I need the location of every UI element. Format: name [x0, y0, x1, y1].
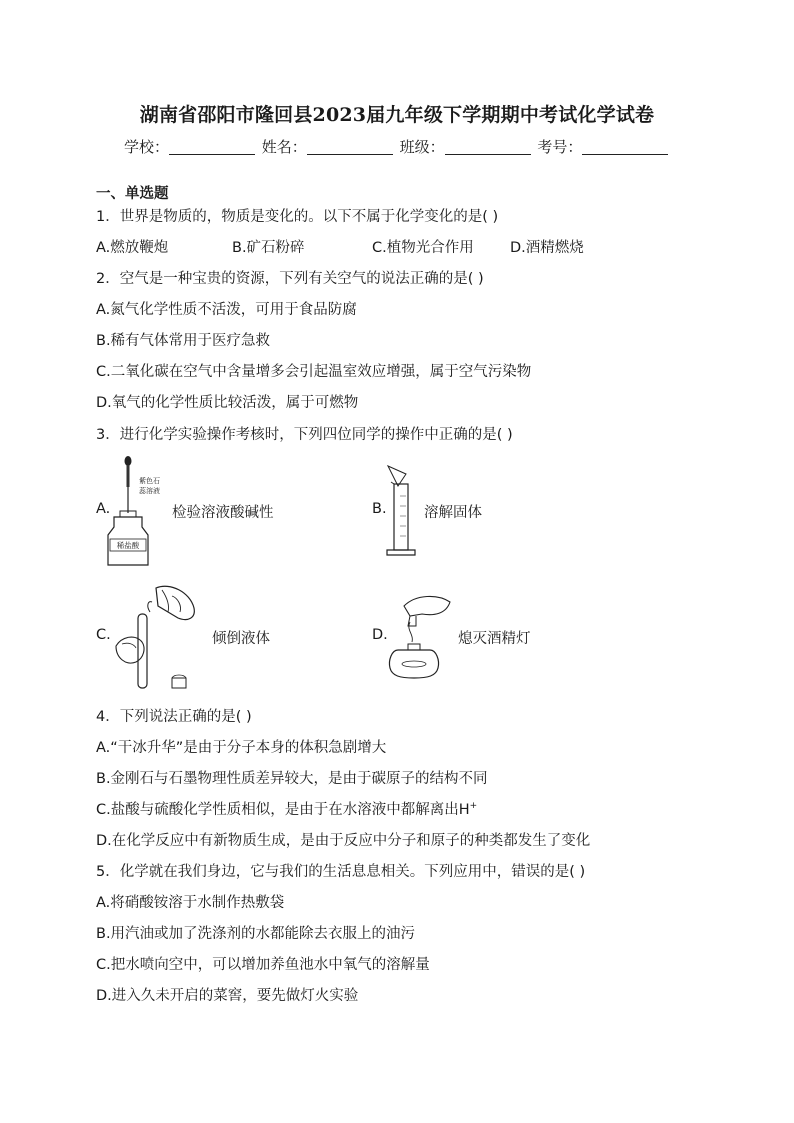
- q2-option-c[interactable]: C.二氧化碳在空气中含量增多会引起温室效应增强，属于空气污染物: [96, 364, 532, 380]
- exam-number-label: 考号：: [537, 138, 583, 156]
- q5-option-b[interactable]: B.用汽油或加了洗涤剂的水都能除去衣服上的油污: [96, 926, 416, 942]
- measuring-cylinder-figure: [384, 462, 418, 558]
- q3-option-c-text: 倾倒液体: [212, 631, 270, 647]
- dropper-label-line2: 蕊溶液: [139, 487, 160, 495]
- dropper-in-bottle-figure: [106, 455, 166, 573]
- q3-option-d-letter[interactable]: D.: [372, 627, 388, 643]
- question-2-stem: 2．空气是一种宝贵的资源，下列有关空气的说法正确的是( ): [96, 271, 484, 287]
- class-label: 班级：: [399, 138, 445, 156]
- q2-option-d[interactable]: D.氧气的化学性质比较活泼，属于可燃物: [96, 395, 359, 411]
- q4-option-b[interactable]: B.金刚石与石墨物理性质差异较大，是由于碳原子的结构不同: [96, 771, 488, 787]
- q3-option-d-text: 熄灭酒精灯: [458, 631, 531, 647]
- question-5-stem: 5．化学就在我们身边，它与我们的生活息息相关。下列应用中，错误的是( ): [96, 864, 586, 880]
- q4-option-a[interactable]: A.“干冰升华”是由于分子本身的体积急剧增大: [96, 740, 387, 756]
- question-4-stem: 4．下列说法正确的是( ): [96, 709, 252, 725]
- question-3-stem: 3．进行化学实验操作考核时，下列四位同学的操作中正确的是( ): [96, 427, 513, 443]
- q2-option-b[interactable]: B.稀有气体常用于医疗急救: [96, 333, 271, 349]
- student-info-row: [124, 136, 670, 157]
- q5-option-a[interactable]: A.将硝酸铵溶于水制作热敷袋: [96, 895, 285, 911]
- q4-option-c: C.盐酸与硫酸化学性质相似，是由于在水溶液中都解离出H: [96, 802, 470, 818]
- q3-option-c-letter[interactable]: C.: [96, 627, 111, 643]
- q1-option-b[interactable]: B.矿石粉碎: [232, 240, 305, 256]
- exam-number-blank[interactable]: [582, 138, 668, 155]
- exam-title: 湖南省邵阳市隆回县2023届九年级下学期期中考试化学试卷: [139, 104, 655, 126]
- q5-option-d[interactable]: D.进入久未开启的菜窖，要先做灯火实验: [96, 988, 359, 1004]
- q3-option-b-letter[interactable]: B.: [372, 501, 387, 517]
- bottle-label: 稀盐酸: [116, 541, 140, 550]
- q1-option-d[interactable]: D.酒精燃烧: [510, 240, 584, 256]
- pouring-liquid-figure: [108, 578, 208, 696]
- q3-option-a-text: 检验溶液酸碱性: [172, 505, 274, 521]
- school-blank[interactable]: [169, 138, 255, 155]
- q4-option-c-row[interactable]: [96, 798, 477, 819]
- q4-option-d[interactable]: D.在化学反应中有新物质生成，是由于反应中分子和原子的种类都发生了变化: [96, 833, 591, 849]
- q1-option-a[interactable]: A.燃放鞭炮: [96, 240, 169, 256]
- q2-option-a[interactable]: A.氮气化学性质不活泼，可用于食品防腐: [96, 302, 357, 318]
- name-label: 姓名：: [261, 138, 307, 156]
- section-heading: 一、单选题: [96, 186, 169, 202]
- dropper-label-line1: 紫色石: [139, 477, 160, 485]
- name-blank[interactable]: [307, 138, 393, 155]
- extinguish-alcohol-lamp-figure: [386, 592, 456, 684]
- class-blank[interactable]: [445, 138, 531, 155]
- q1-option-c[interactable]: C.植物光合作用: [372, 240, 474, 256]
- q3-option-a-letter[interactable]: A.: [96, 501, 111, 517]
- school-label: 学校：: [124, 138, 170, 156]
- q3-option-b-text: 溶解固体: [424, 505, 482, 521]
- question-1-stem: 1．世界是物质的，物质是变化的。以下不属于化学变化的是( ): [96, 209, 499, 225]
- hydrogen-ion-charge: +: [469, 801, 478, 812]
- q5-option-c[interactable]: C.把水喷向空中，可以增加养鱼池水中氧气的溶解量: [96, 957, 430, 973]
